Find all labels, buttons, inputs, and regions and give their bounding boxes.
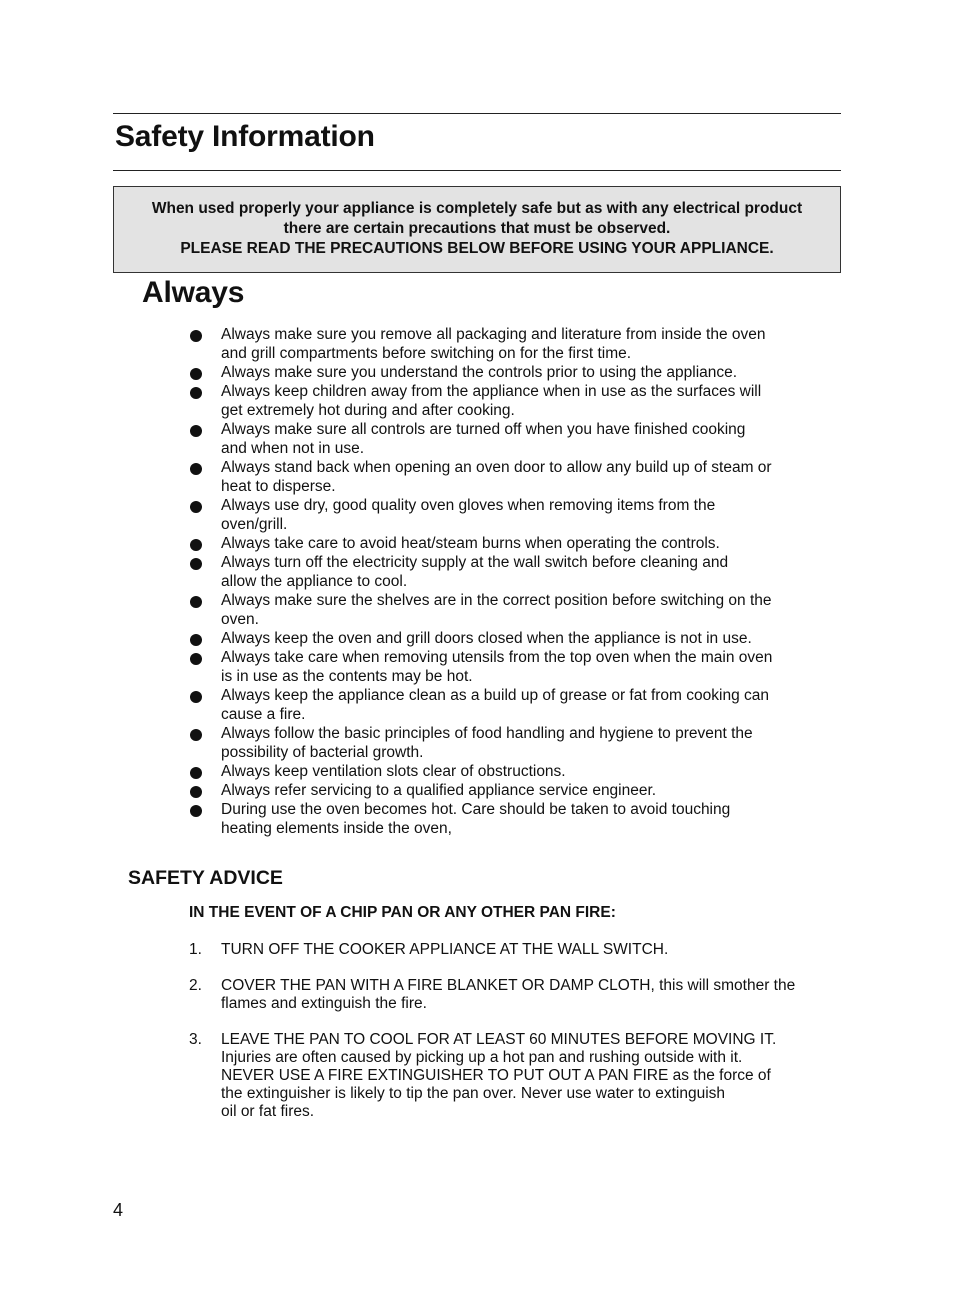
list-item (188, 686, 838, 724)
step-number: 1. (189, 941, 202, 958)
safety-advice-heading: SAFETY ADVICE (128, 867, 283, 889)
list-item-text: Always make sure you understand the controls prior to using the appliance. (221, 364, 738, 381)
list-item (188, 382, 838, 420)
bullet-icon (190, 539, 202, 551)
list-item (188, 781, 838, 800)
bullet-icon (190, 767, 202, 779)
bullet-icon (190, 463, 202, 475)
title-underline-rule (113, 170, 841, 171)
list-item-text: Always refer servicing to a qualified appliance service engineer. (221, 782, 657, 799)
page-title: Safety Information (115, 120, 375, 153)
list-item (188, 325, 838, 363)
step-text: COVER THE PAN WITH A FIRE BLANKET OR DAMP CLOTH, this will smother the flames and extinguish the fire. (221, 977, 796, 1012)
list-item-text: Always keep children away from the appliance when in use as the surfaces will get extremely hot during and after cooking. (221, 383, 762, 419)
list-item-text: Always make sure all controls are turned off when you have finished cooking and when not in use. (221, 421, 746, 457)
list-item-text: Always take care when removing utensils from the top oven when the main oven is in use as the contents may be hot. (221, 649, 773, 685)
bullet-icon (190, 596, 202, 608)
bullet-icon (190, 634, 202, 646)
list-item-text: Always keep the appliance clean as a build up of grease or fat from cooking can cause a fire. (221, 687, 769, 723)
bullet-icon (190, 729, 202, 741)
bullet-icon (190, 653, 202, 665)
bullet-icon (190, 786, 202, 798)
list-item-text: During use the oven becomes hot. Care should be taken to avoid touching heating elements inside the oven, (221, 801, 731, 837)
notice-line: When used properly your appliance is completely safe but as with any electrical product (151, 200, 803, 217)
bullet-icon (190, 558, 202, 570)
list-item (188, 629, 838, 648)
list-item-text: Always take care to avoid heat/steam burns when operating the controls. (221, 535, 720, 552)
list-item-text: Always make sure you remove all packaging and literature from inside the oven and grill compartments before switching on for the first time. (221, 326, 766, 362)
list-item-text: Always make sure the shelves are in the correct position before switching on the oven. (221, 592, 772, 628)
list-item-text: Always keep ventilation slots clear of obstructions. (221, 763, 566, 780)
notice-warning-line: PLEASE READ THE PRECAUTIONS BELOW BEFORE USING YOUR APPLIANCE. (180, 240, 774, 257)
step-text: TURN OFF THE COOKER APPLIANCE AT THE WALL SWITCH. (221, 941, 669, 958)
top-rule (113, 113, 841, 114)
step-text: LEAVE THE PAN TO COOL FOR AT LEAST 60 MINUTES BEFORE MOVING IT. Injuries are often caused by picking up a hot pan and rushing outside with it. NEVER USE A FIRE EXTINGUISHER TO PUT OUT A PAN FIRE as the force of the extinguisher is likely to tip the pan over. Never use water to extinguish oil or fat fires. (221, 1031, 777, 1120)
bullet-icon (190, 387, 202, 399)
bullet-icon (190, 501, 202, 513)
list-item (188, 762, 838, 781)
list-item (188, 534, 838, 553)
list-item-text: Always stand back when opening an oven door to allow any build up of steam or heat to disperse. (221, 459, 772, 495)
step-number: 2. (189, 977, 202, 994)
list-item (188, 420, 838, 458)
list-item (188, 591, 838, 629)
bullet-icon (190, 368, 202, 380)
always-heading: Always (142, 276, 245, 309)
list-item (188, 458, 838, 496)
list-item (188, 724, 838, 762)
list-item (188, 553, 838, 591)
list-item-text: Always follow the basic principles of food handling and hygiene to prevent the possibility of bacterial growth. (221, 725, 753, 761)
list-item-text: Always keep the oven and grill doors closed when the appliance is not in use. (221, 630, 752, 647)
bullet-icon (190, 425, 202, 437)
page-number: 4 (113, 1200, 124, 1220)
list-item (188, 363, 838, 382)
list-item-text: Always turn off the electricity supply at the wall switch before cleaning and allow the appliance to cool. (221, 554, 729, 590)
bullet-icon (190, 805, 202, 817)
notice-line: there are certain precautions that must be observed. (283, 220, 671, 237)
always-list (188, 325, 838, 838)
step-number: 3. (189, 1031, 202, 1048)
bullet-icon (190, 330, 202, 342)
list-item (188, 496, 838, 534)
list-item (188, 648, 838, 686)
list-item (188, 800, 838, 838)
pan-fire-subheading: IN THE EVENT OF A CHIP PAN OR ANY OTHER PAN FIRE: (189, 904, 616, 921)
list-item-text: Always use dry, good quality oven gloves when removing items from the oven/grill. (221, 497, 716, 533)
bullet-icon (190, 691, 202, 703)
safety-notice-box (113, 186, 841, 273)
